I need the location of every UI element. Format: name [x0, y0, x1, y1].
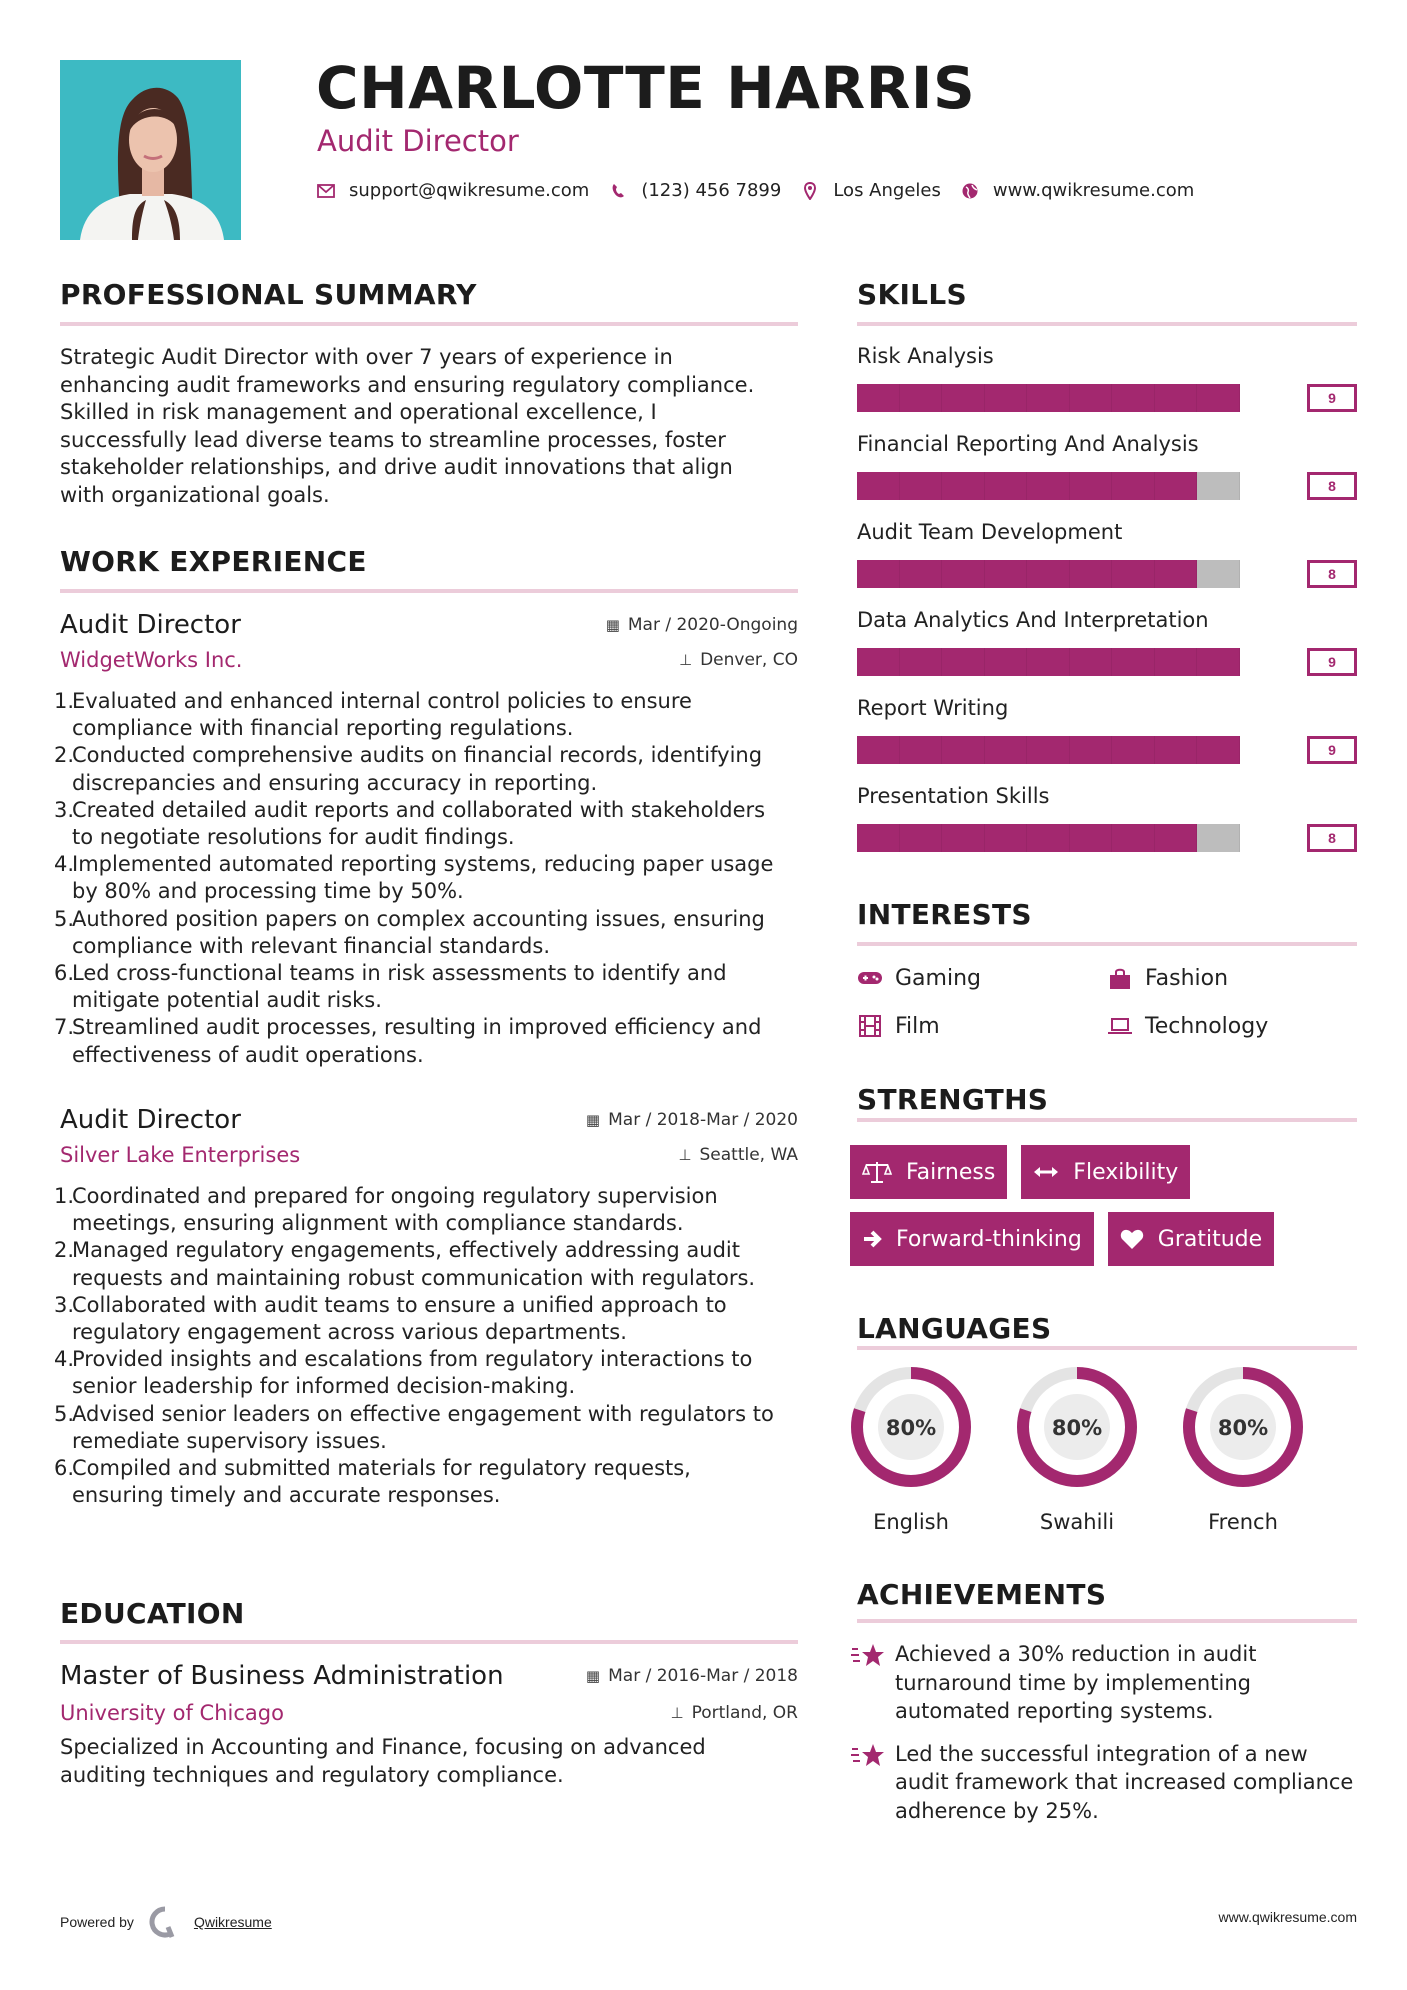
language-progress-ring	[849, 1365, 973, 1489]
skill-label: Data Analytics And Interpretation	[857, 608, 1209, 632]
pushpin-icon: ⊥	[678, 1146, 692, 1164]
calendar-icon: ▦	[605, 616, 620, 634]
svg-text:80%: 80%	[1217, 1416, 1269, 1440]
shooting-star-icon	[850, 1740, 895, 1826]
job-entry	[54, 608, 798, 1069]
skill-item	[857, 696, 1357, 784]
skill-bar	[857, 824, 1357, 852]
film-icon	[857, 1014, 883, 1038]
arrow-right-icon	[862, 1229, 882, 1249]
job-entry-location: ⊥ Denver, CO	[679, 650, 798, 670]
section-heading-summary: PROFESSIONAL SUMMARY	[60, 278, 477, 311]
section-heading-experience: WORK EXPERIENCE	[60, 545, 367, 578]
duty-item: 5. Authored position papers on complex accounting issues, ensuring compliance with relevant financial standards.	[54, 906, 765, 958]
section-divider	[857, 1118, 1357, 1122]
job-duties-list	[54, 688, 785, 1069]
duty-item: 4. Provided insights and escalations from regulatory interactions to senior leadership for informed decision-making.	[54, 1347, 753, 1399]
skill-score-badge: 9	[1307, 736, 1357, 764]
duty-item: 3. Created detailed audit reports and collaborated with stakeholders to negotiate resolutions for audit findings.	[54, 797, 766, 850]
skill-item	[857, 520, 1357, 608]
education-location: ⊥ Portland, OR	[670, 1703, 798, 1723]
profile-photo	[60, 60, 241, 240]
globe-icon	[961, 183, 979, 199]
duty-item: 1. Coordinated and prepared for ongoing regulatory supervision meetings, ensuring alignment with compliance standards.	[54, 1184, 718, 1236]
achievement-item: Led the successful integration of a new audit framework that increased compliance adherence by 25%.	[850, 1740, 1360, 1826]
duty-item: 2. Managed regulatory engagements, effectively addressing audit requests and maintaining robust communication with regulators.	[54, 1238, 756, 1290]
job-entry-company: WidgetWorks Inc.	[60, 648, 243, 672]
education-dates: ▦ Mar / 2016-Mar / 2018	[585, 1666, 798, 1686]
duty-item: 6. Compiled and submitted materials for regulatory requests, ensuring timely and accurate responses.	[54, 1456, 691, 1508]
envelope-icon	[317, 184, 335, 198]
section-divider	[60, 589, 798, 593]
job-entry	[54, 1103, 798, 1509]
interest-item: Gaming	[857, 960, 1107, 996]
skill-label: Risk Analysis	[857, 344, 994, 368]
qwikresume-logo-icon	[148, 1905, 182, 1939]
job-entry-location: ⊥ Seattle, WA	[678, 1145, 798, 1165]
contact-website[interactable]: www.qwikresume.com	[992, 180, 1195, 201]
interest-item: Technology	[1107, 1008, 1357, 1044]
education-entry	[60, 1658, 798, 1789]
skill-bar	[857, 736, 1357, 764]
skill-score-badge: 8	[1307, 472, 1357, 500]
language-label: French	[1208, 1510, 1278, 1534]
skill-bar	[857, 472, 1357, 500]
contact-location: Los Angeles	[833, 180, 941, 201]
section-divider	[857, 1619, 1357, 1623]
languages-list	[849, 1365, 1305, 1534]
job-entry-title: Audit Director	[60, 610, 241, 640]
job-duties-list	[54, 1183, 785, 1509]
pushpin-icon: ⊥	[679, 651, 693, 669]
duty-item: 2. Conducted comprehensive audits on financial records, identifying discrepancies and ensuring accuracy in reporting.	[54, 743, 763, 795]
skills-list	[857, 344, 1357, 872]
section-divider	[60, 1640, 798, 1644]
job-entry-title: Audit Director	[60, 1105, 241, 1135]
gamepad-icon	[857, 970, 883, 986]
language-label: Swahili	[1039, 1510, 1115, 1534]
section-heading-interests: INTERESTS	[857, 898, 1032, 931]
contact-email[interactable]: support@qwikresume.com	[349, 180, 590, 201]
skill-bar	[857, 648, 1357, 676]
section-divider	[857, 322, 1357, 326]
duty-item: 3. Collaborated with audit teams to ensure a unified approach to regulatory engagement across various departments.	[54, 1292, 727, 1345]
skill-bar	[857, 560, 1357, 588]
map-pin-icon	[801, 182, 819, 200]
interest-item: Fashion	[1107, 960, 1357, 996]
section-heading-languages: LANGUAGES	[857, 1312, 1052, 1345]
laptop-icon	[1107, 1016, 1133, 1036]
duty-item: 4. Implemented automated reporting systems, reducing paper usage by 80% and processing time by 50%.	[54, 852, 774, 904]
strength-chip: Flexibility	[1021, 1145, 1190, 1199]
language-progress-ring	[1181, 1365, 1305, 1489]
skill-item	[857, 432, 1357, 520]
language-item	[1015, 1365, 1139, 1534]
summary-text: Strategic Audit Director with over 7 years of experience in enhancing audit frameworks and ensuring regulatory compliance. Skilled in risk management and operational excellence, I successfully lead diverse teams to streamline processes, foster stakeholder relationships, and drive audit innovations that align with organizational goals.	[60, 345, 755, 507]
section-divider	[60, 322, 798, 326]
education-description: Specialized in Accounting and Finance, focusing on advanced auditing techniques and regulatory compliance.	[60, 1735, 706, 1787]
skill-score-badge: 9	[1307, 384, 1357, 412]
svg-text:80%: 80%	[1051, 1416, 1103, 1440]
strengths-list	[850, 1145, 1370, 1266]
duty-item: 1. Evaluated and enhanced internal control policies to ensure compliance with financial reporting regulations.	[54, 689, 692, 741]
section-divider	[857, 1346, 1357, 1350]
duty-item: 7. Streamlined audit processes, resulting in improved efficiency and effectiveness of audit operations.	[54, 1015, 762, 1067]
contact-bar	[317, 180, 1214, 201]
pushpin-icon: ⊥	[670, 1704, 684, 1722]
arrows-horizontal-icon	[1033, 1165, 1059, 1179]
section-heading-education: EDUCATION	[60, 1597, 245, 1630]
skill-item	[857, 344, 1357, 432]
skill-label: Presentation Skills	[857, 784, 1050, 808]
education-degree: Master of Business Administration	[60, 1661, 504, 1691]
skill-bar	[857, 384, 1357, 412]
skill-score-badge: 9	[1307, 648, 1357, 676]
contact-phone[interactable]: (123) 456 7899	[641, 180, 782, 201]
skill-label: Financial Reporting And Analysis	[857, 432, 1199, 456]
interests-grid	[857, 960, 1357, 1044]
skill-label: Audit Team Development	[857, 520, 1123, 544]
qwikresume-link[interactable]: Qwikresume	[193, 1914, 272, 1930]
shopping-bag-icon	[1107, 966, 1133, 990]
skill-item	[857, 784, 1357, 872]
duty-item: 5. Advised senior leaders on effective engagement with regulators to remediate supervisory issues.	[54, 1401, 774, 1453]
education-school: University of Chicago	[60, 1701, 284, 1725]
language-label: English	[873, 1510, 949, 1534]
duty-item: 6. Led cross-functional teams in risk assessments to identify and mitigate potential audit risks.	[54, 961, 727, 1013]
heart-icon	[1120, 1228, 1144, 1250]
balance-scale-icon	[862, 1160, 892, 1184]
skill-item	[857, 608, 1357, 696]
interest-item: Film	[857, 1008, 1107, 1044]
achievements-list	[850, 1640, 1360, 1825]
footer-website[interactable]: www.qwikresume.com	[1218, 1909, 1357, 1925]
section-divider	[857, 942, 1357, 946]
language-progress-ring	[1015, 1365, 1139, 1489]
skill-label: Report Writing	[857, 696, 1009, 720]
calendar-icon: ▦	[585, 1111, 601, 1129]
phone-icon	[609, 183, 627, 199]
strength-chip: Forward-thinking	[850, 1212, 1094, 1266]
job-entry-dates: ▦ Mar / 2018-Mar / 2020	[585, 1110, 798, 1130]
language-item	[1181, 1365, 1305, 1534]
svg-text:80%: 80%	[885, 1416, 937, 1440]
footer-powered-by: Powered by Qwikresume	[60, 1905, 272, 1939]
section-heading-skills: SKILLS	[857, 278, 967, 311]
strength-chip: Fairness	[850, 1145, 1007, 1199]
skill-score-badge: 8	[1307, 824, 1357, 852]
job-title: Audit Director	[317, 124, 519, 158]
achievement-item: Achieved a 30% reduction in audit turnaround time by implementing automated reporting systems.	[850, 1640, 1360, 1726]
language-item	[849, 1365, 973, 1534]
job-entry-dates: ▦ Mar / 2020-Ongoing	[605, 615, 798, 635]
strength-chip: Gratitude	[1108, 1212, 1274, 1266]
calendar-icon: ▦	[585, 1667, 601, 1685]
job-entry-company: Silver Lake Enterprises	[60, 1143, 301, 1167]
section-heading-achievements: ACHIEVEMENTS	[857, 1578, 1107, 1611]
shooting-star-icon	[850, 1640, 895, 1726]
section-heading-strengths: STRENGTHS	[857, 1083, 1049, 1116]
person-portrait-icon	[60, 60, 241, 240]
candidate-name: CHARLOTTE HARRIS	[316, 54, 976, 122]
skill-score-badge: 8	[1307, 560, 1357, 588]
